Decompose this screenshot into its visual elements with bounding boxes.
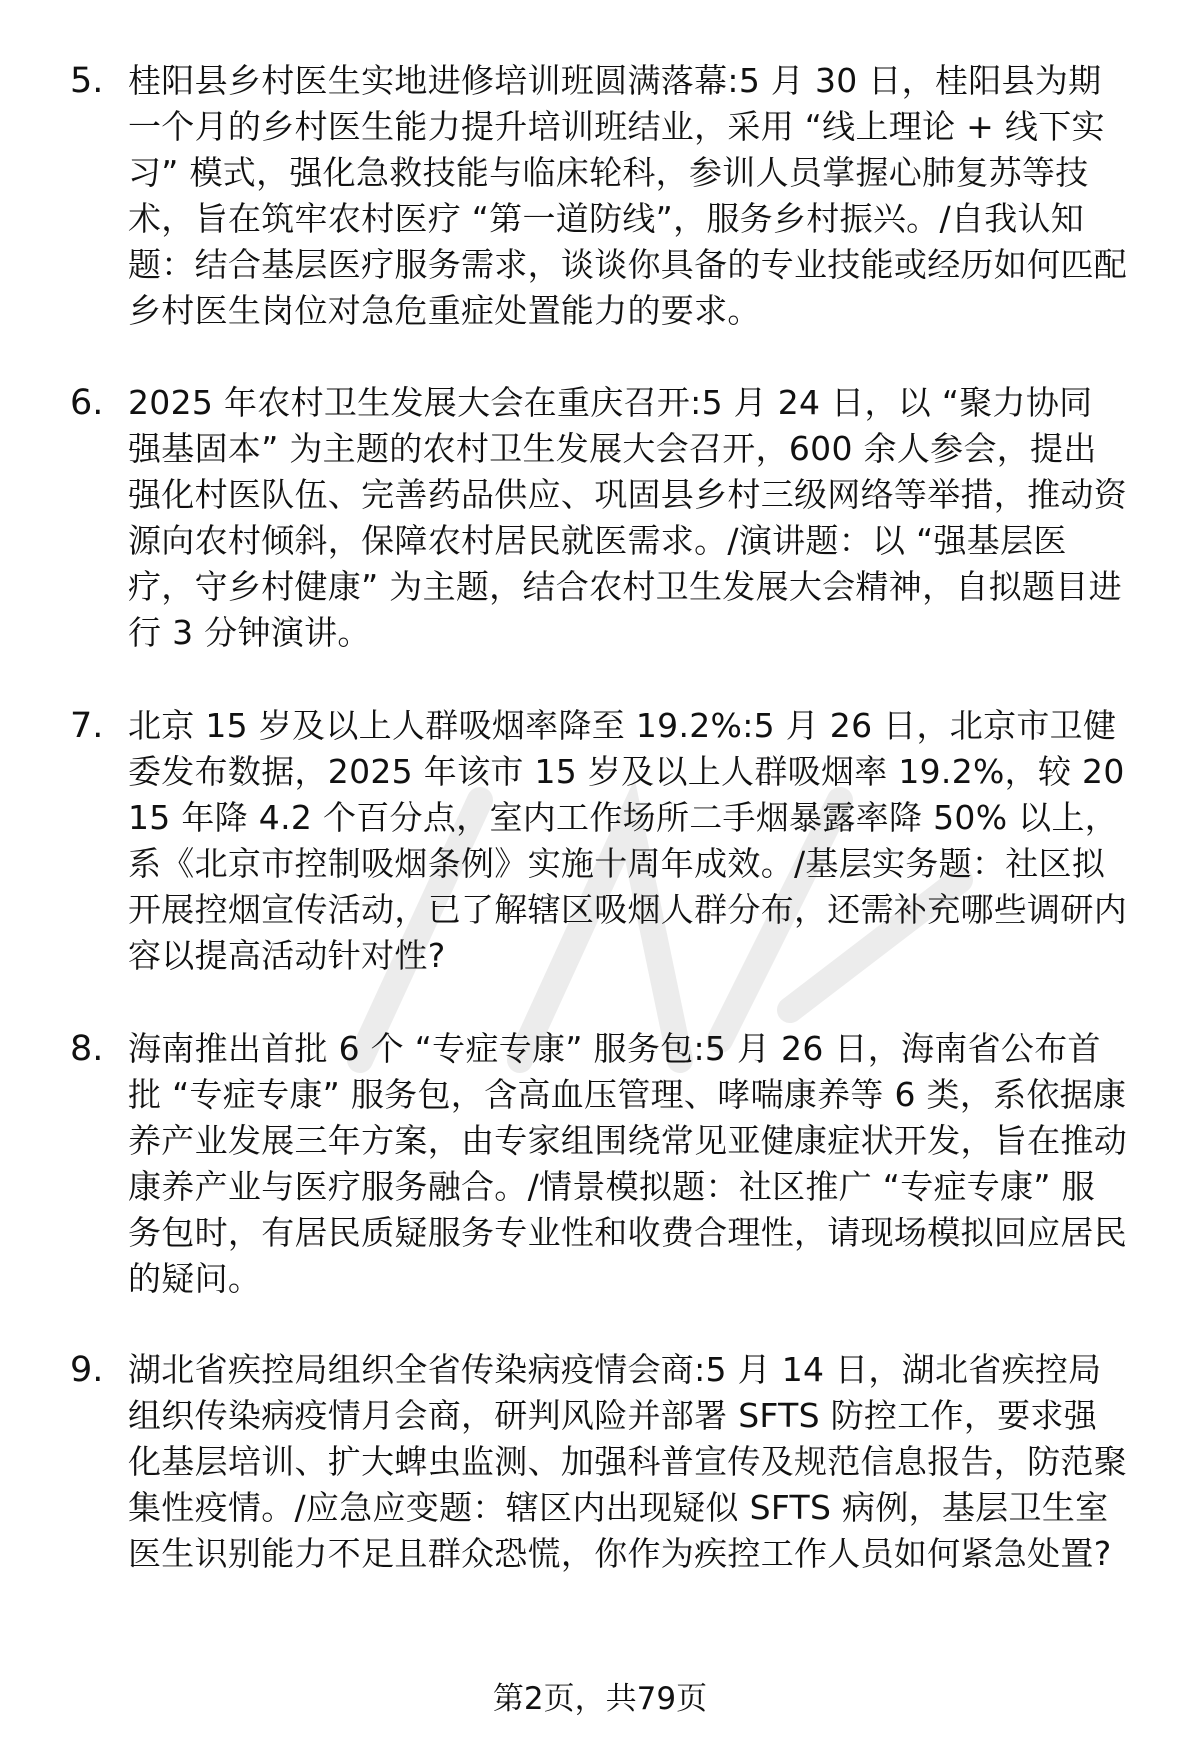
item-text: 2025 年农村卫生发展大会在重庆召开:5 月 24 日，以 “聚力协同 强基固本” 为主题的农村卫生发展大会召开，600 余人参会，提出强化村医队伍、完善药品供应、巩固县乡村三级网络等举措，推动资源向农村倾斜，保障农村居民就医需求。/演讲题：以 “强基层医疗，守乡村健康” 为主题，结合农村卫生发展大会精神，自拟题目进行 3 分钟演讲。: [128, 383, 1127, 652]
item-number: 8.: [70, 1029, 104, 1069]
page-number-footer: 第2页，共79页: [492, 1681, 708, 1717]
item-text: 北京 15 岁及以上人群吸烟率降至 19.2%:5 月 26 日，北京市卫健委发布数据，2025 年该市 15 岁及以上人群吸烟率 19.2%，较 2015 年降 4.2 个百分点，室内工作场所二手烟暴露率降 50% 以上，系《北京市控制吸烟条例》实施十周年成效。/基层实务题：社区拟开展控烟宣传活动，已了解辖区吸烟人群分布，还需补充哪些调研内容以提高活动针对性?: [128, 706, 1127, 975]
item-number: 6.: [70, 383, 104, 423]
item-text: 湖北省疾控局组织全省传染病疫情会商:5 月 14 日，湖北省疾控局组织传染病疫情月会商，研判风险并部署 SFTS 防控工作，要求强化基层培训、扩大蜱虫监测、加强科普宣传及规范信息报告，防范聚集性疫情。/应急应变题：辖区内出现疑似 SFTS 病例，基层卫生室医生识别能力不足且群众恐慌，你作为疾控工作人员如何紧急处置?: [128, 1350, 1127, 1573]
item-text: 海南推出首批 6 个 “专症专康” 服务包:5 月 26 日，海南省公布首批 “专症专康” 服务包，含高血压管理、哮喘康养等 6 类，系依据康养产业发展三年方案，由专家组围绕常见亚健康症状开发，旨在推动康养产业与医疗服务融合。/情景模拟题：社区推广 “专症专康” 服务包时，有居民质疑服务专业性和收费合理性，请现场模拟回应居民的疑问。: [128, 1029, 1127, 1298]
item-number: 5.: [70, 61, 104, 101]
item-number: 7.: [70, 706, 104, 746]
item-number: 9.: [70, 1350, 104, 1390]
item-text: 桂阳县乡村医生实地进修培训班圆满落幕:5 月 30 日，桂阳县为期一个月的乡村医生能力提升培训班结业，采用 “线上理论 + 线下实习” 模式，强化急救技能与临床轮科，参训人员掌握心肺复苏等技术，旨在筑牢农村医疗 “第一道防线”，服务乡村振兴。/自我认知题：结合基层医疗服务需求，谈谈你具备的专业技能或经历如何匹配乡村医生岗位对急危重症处置能力的要求。: [128, 61, 1127, 330]
